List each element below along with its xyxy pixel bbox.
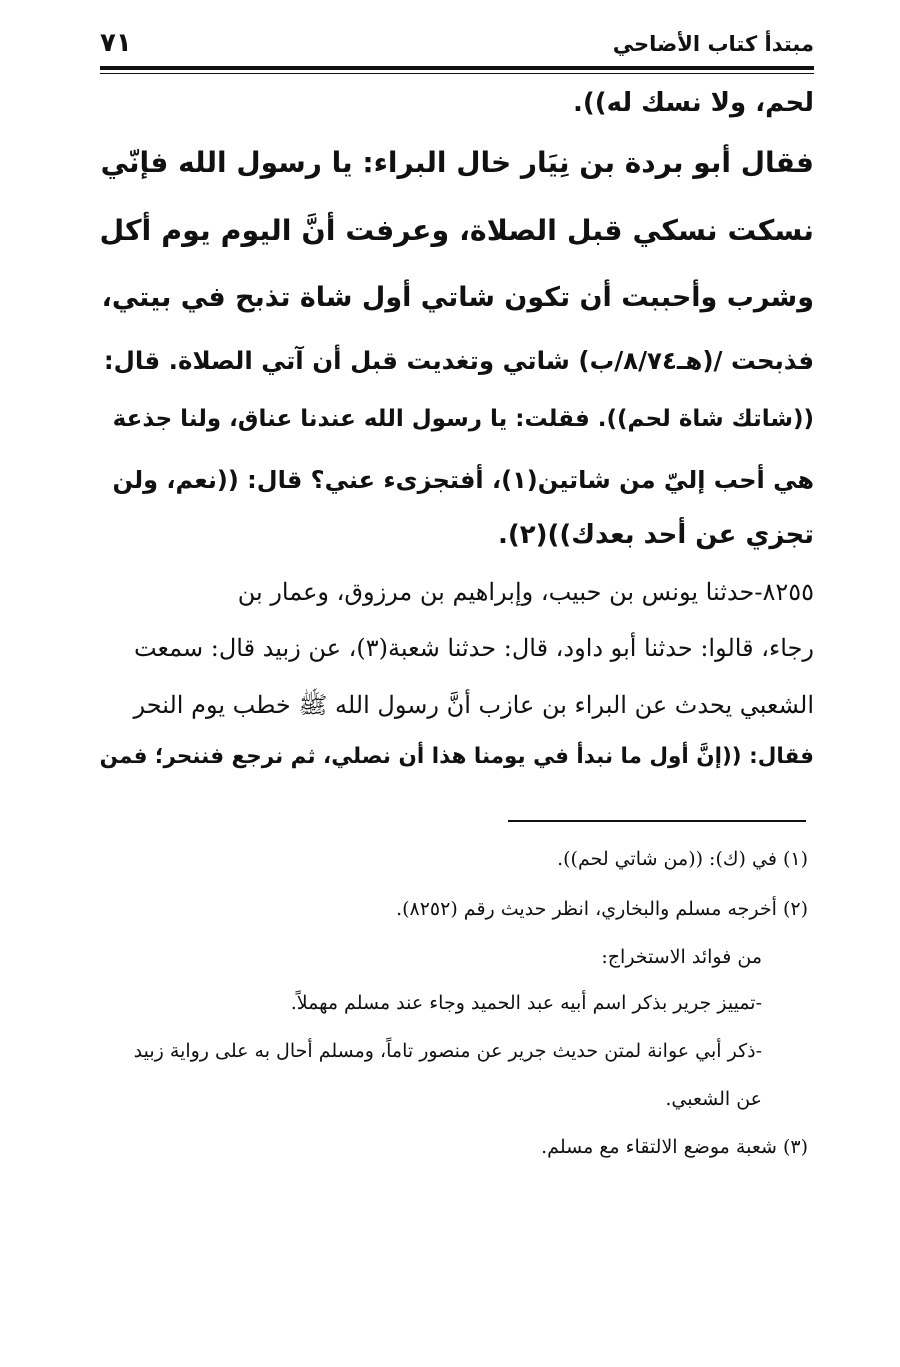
text-line: هي أحب إليّ من شاتين(١)، أفتجزىء عني؟ قال: ((نعم، ولن [112, 466, 814, 494]
footnote-2-point: -تمييز جرير بذكر اسم أبيه عبد الحميد وجاء عند مسلم مهملاً. [290, 992, 762, 1014]
text-line: وشرب وأحببت أن تكون شاتي أول شاة تذبح في بيتي، [101, 282, 814, 313]
text-line: فذبحت /(هـ٨/٧٤/ب) شاتي وتغديت قبل أن آتي الصلاة. قال: [103, 346, 814, 375]
text-line: رجاء، قالوا: حدثنا أبو داود، قال: حدثنا شعبة(٣)، عن زبيد قال: سمعت [133, 634, 814, 662]
running-title: مبتدأ كتاب الأضاحي [612, 32, 814, 56]
text-line: فقال: ((إنَّ أول ما نبدأ في يومنا هذا أن نصلي، ثم نرجع فننحر؛ فمن [99, 744, 814, 769]
text-line: ٨٢٥٥-حدثنا يونس بن حبيب، وإبراهيم بن مرزوق، وعمار بن [237, 578, 814, 606]
page-header [100, 28, 814, 64]
footnote-2-point: -ذكر أبي عوانة لمتن حديث جرير عن منصور تاماً، ومسلم أحال به على رواية زبيد [133, 1040, 762, 1062]
footnote-1: (١) في (ك): ((من شاتي لحم)). [557, 848, 808, 870]
footnote-2: (٢) أخرجه مسلم والبخاري، انظر حديث رقم (٨٢٥٢). [396, 898, 808, 920]
page-number: ٧١ [100, 28, 132, 58]
text-line: نسكت نسكي قبل الصلاة، وعرفت أنَّ اليوم يوم أكل [99, 214, 814, 247]
footnote-2-heading: من فوائد الاستخراج: [601, 946, 762, 968]
text-line: تجزي عن أحد بعدك))(٢). [497, 520, 814, 550]
header-rule-thick [100, 66, 814, 70]
text-line: الشعبي يحدث عن البراء بن عازب أنَّ رسول الله ﷺ خطب يوم النحر [133, 691, 814, 719]
text-line: لحم، ولا نسك له)). [572, 88, 814, 118]
footnote-separator [508, 820, 806, 822]
header-rule-thin [100, 73, 814, 74]
text-line: فقال أبو بردة بن نِيَار خال البراء: يا رسول الله فإنّي [100, 146, 814, 179]
footnote-3: (٣) شعبة موضع الالتقاء مع مسلم. [541, 1136, 808, 1158]
footnote-2-point-continued: عن الشعبي. [665, 1088, 762, 1110]
text-line: ((شاتك شاة لحم)). فقلت: يا رسول الله عندنا عناق، ولنا جذعة [112, 406, 814, 432]
